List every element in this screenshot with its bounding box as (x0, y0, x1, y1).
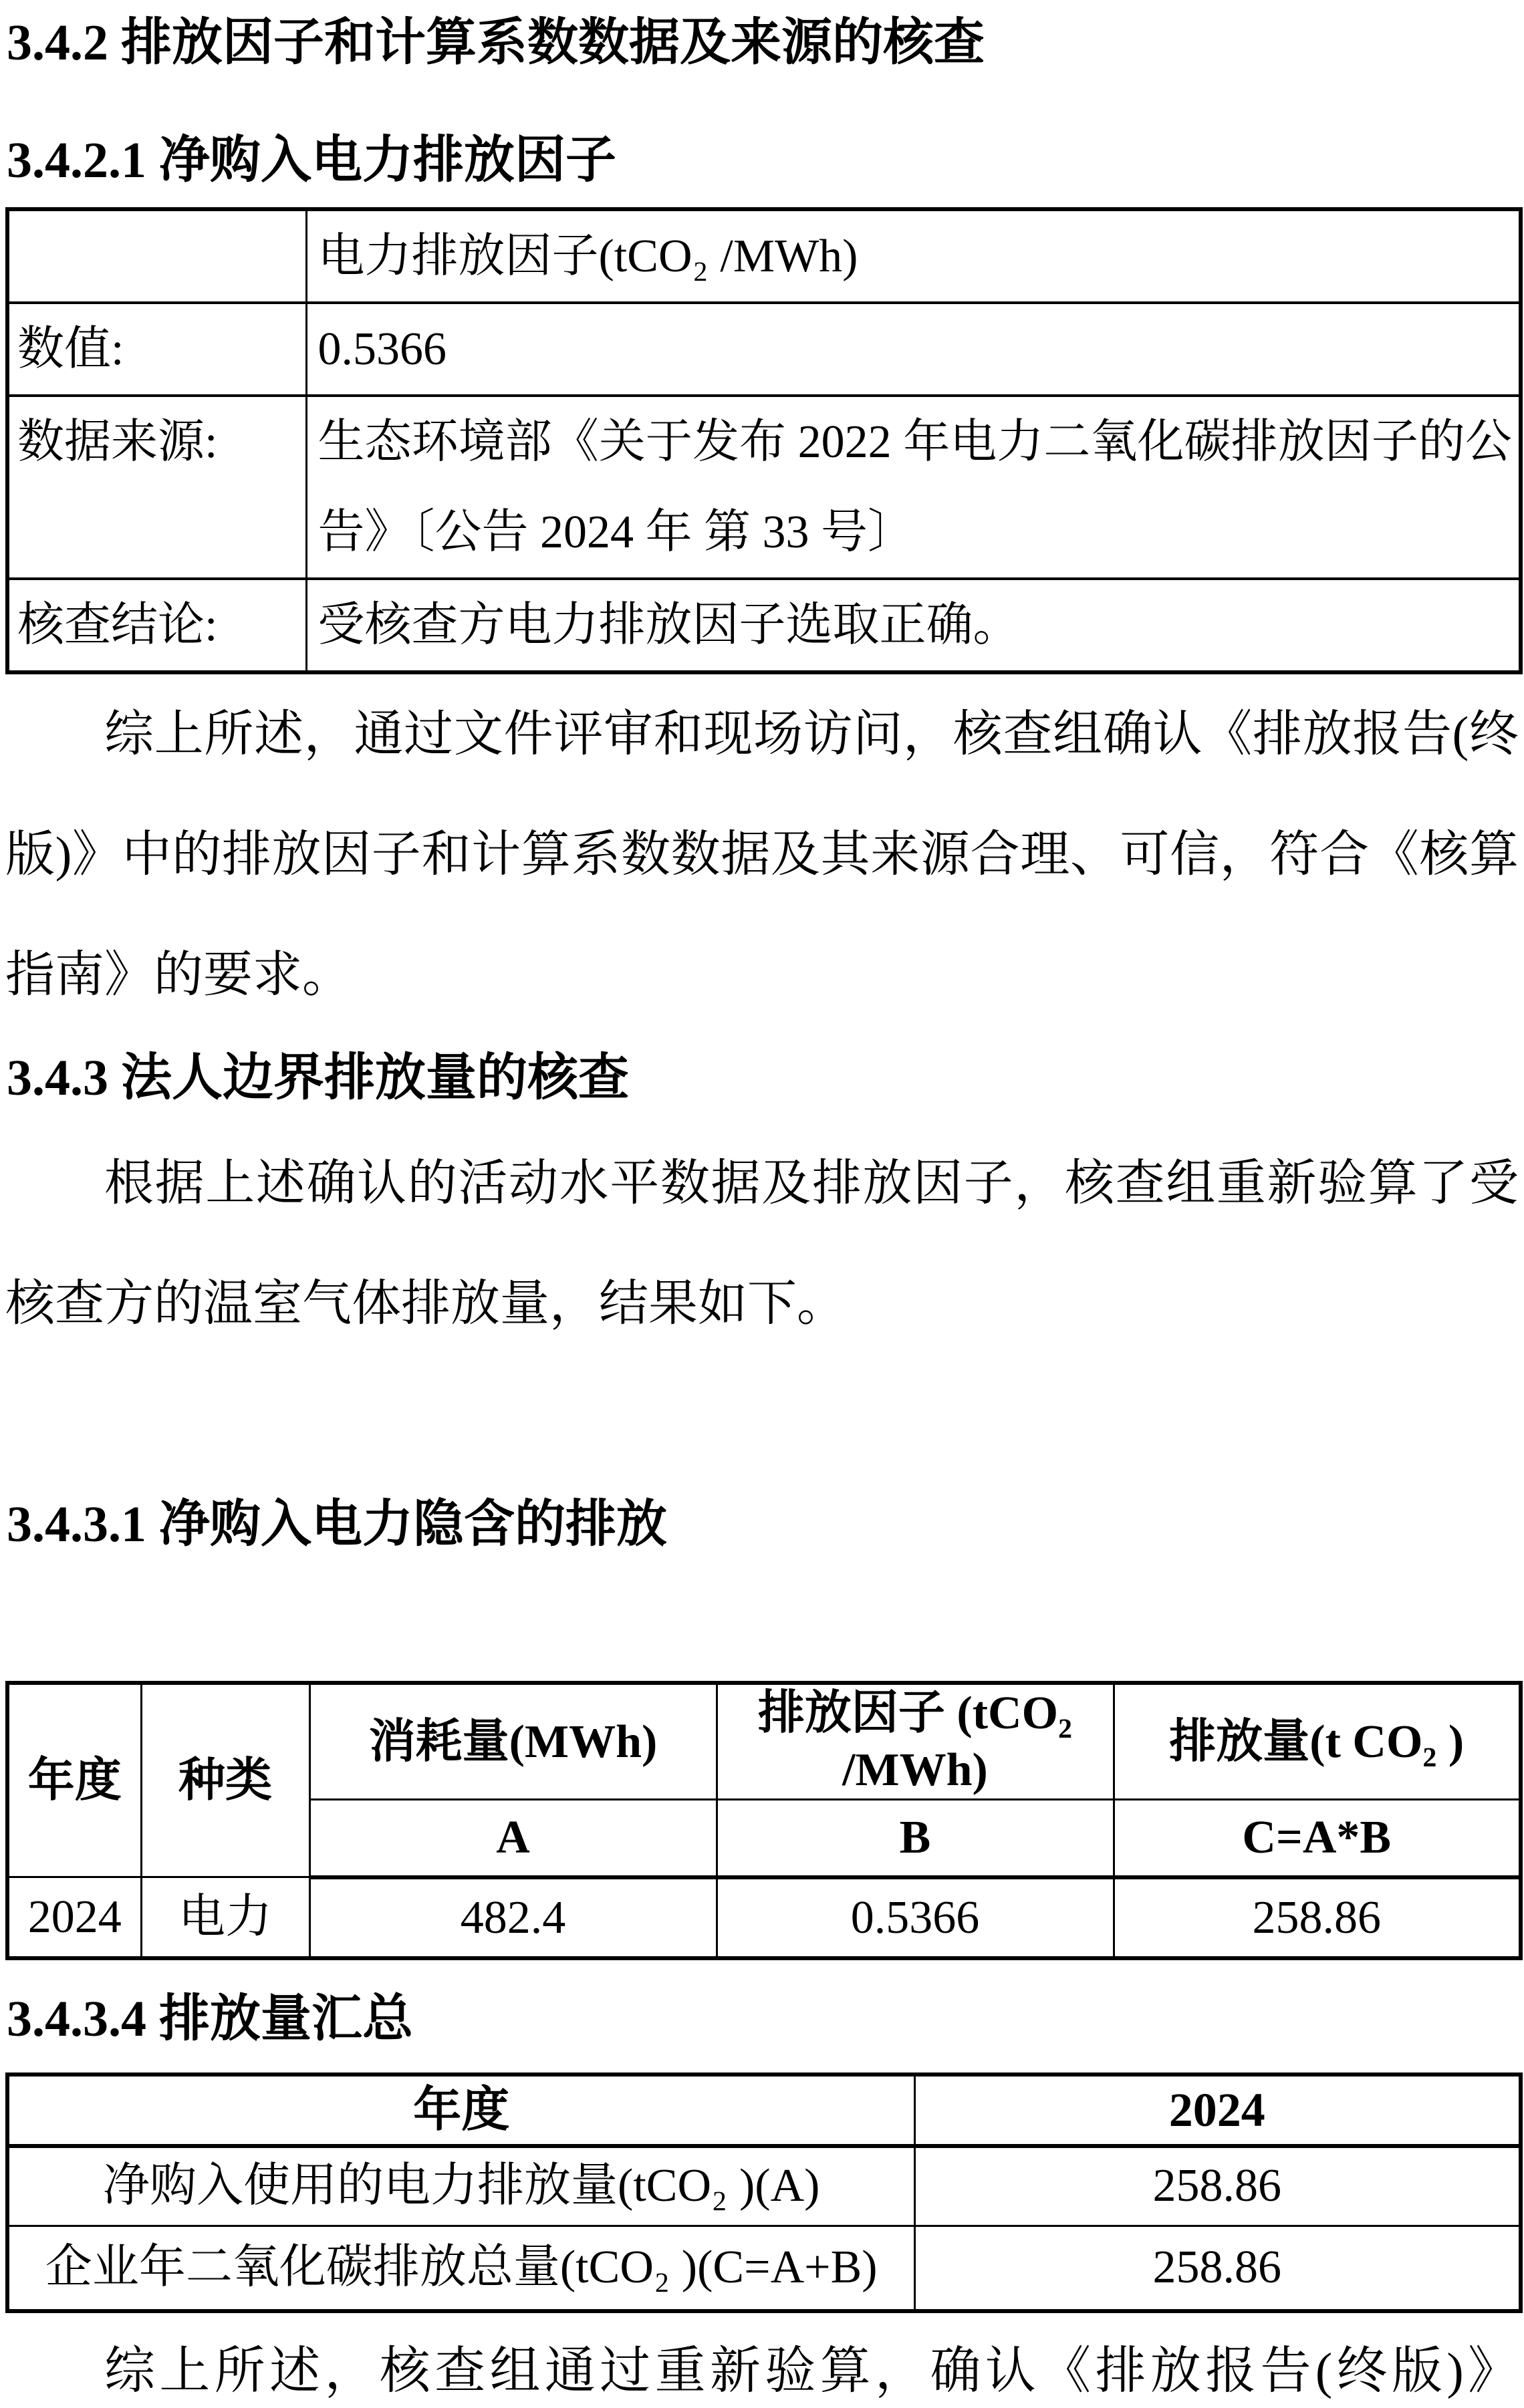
cell-type: 电力 (141, 1877, 309, 1958)
heading-3-4-3: 3.4.3 法人边界排放量的核查 (7, 1050, 629, 1106)
subheader-b: B (717, 1800, 1114, 1877)
factor-value: 0.5366 (306, 303, 1521, 396)
heading-3-4-3-4: 3.4.3.4 排放量汇总 (7, 1990, 413, 2047)
factor-value-label: 数值: (7, 303, 306, 396)
table-header-row (7, 1683, 1521, 1800)
heading-3-4-2-1: 3.4.2.1 净购入电力排放因子 (7, 132, 616, 188)
factor-table-unit-header: 电力排放因子(tCO₂ /MWh) (306, 209, 1521, 303)
cell-factor: 0.5366 (717, 1877, 1114, 1958)
col-emission-header: 排放量(t CO₂ ) (1114, 1683, 1521, 1800)
cell-consumption: 482.4 (309, 1877, 717, 1958)
cell-emission: 258.86 (1114, 1877, 1521, 1958)
table-row (7, 396, 1521, 579)
factor-conclusion-label: 核查结论: (7, 579, 306, 672)
paragraph-conclusion-factors: 综上所述，通过文件评审和现场访问，核查组确认《排放报告(终版)》中的排放因子和计算系数数据及其来源合理、可信，符合《核算指南》的要求。 (5, 707, 1519, 1002)
heading-3-4-3-1: 3.4.3.1 净购入电力隐含的排放 (7, 1496, 667, 1553)
electricity-factor-table (5, 207, 1523, 674)
summary-electricity-label: 净购入使用的电力排放量(tCO₂ )(A) (7, 2146, 914, 2226)
table-row (7, 2075, 1521, 2146)
col-factor-header: 排放因子 (tCO₂ /MWh) (717, 1683, 1114, 1800)
col-year-header: 年度 (7, 1683, 141, 1877)
table-data-row (7, 1877, 1521, 1958)
summary-year-value: 2024 (914, 2075, 1521, 2146)
subheader-a: A (309, 1800, 717, 1877)
table-row (7, 209, 1521, 303)
factor-source-label: 数据来源: (7, 396, 306, 579)
col-type-header: 种类 (141, 1683, 309, 1877)
emission-summary-table (5, 2072, 1523, 2313)
paragraph-recalculation-intro: 根据上述确认的活动水平数据及排放因子，核查组重新验算了受核查方的温室气体排放量，结果如下。 (5, 1156, 1519, 1331)
col-consumption-header: 消耗量(MWh) (309, 1683, 717, 1800)
heading-3-4-2: 3.4.2 排放因子和计算系数数据及来源的核查 (7, 15, 985, 71)
document-page (0, 15, 1524, 2399)
table-row (7, 2226, 1521, 2311)
factor-conclusion: 受核查方电力排放因子选取正确。 (306, 579, 1521, 672)
paragraph-final-conclusion: 综上所述，核查组通过重新验算，确认《排放报告(终版)》 (104, 2343, 1519, 2399)
summary-year-label: 年度 (7, 2075, 914, 2146)
factor-table-corner-cell (7, 209, 306, 303)
summary-total-value: 258.86 (914, 2226, 1521, 2311)
summary-total-label: 企业年二氧化碳排放总量(tCO₂ )(C=A+B) (7, 2226, 914, 2311)
cell-year: 2024 (7, 1877, 141, 1958)
summary-electricity-value: 258.86 (914, 2146, 1521, 2226)
table-row (7, 579, 1521, 672)
electricity-emission-calc-table (5, 1681, 1523, 1960)
table-row (7, 303, 1521, 396)
table-row (7, 2146, 1521, 2226)
factor-source: 生态环境部《关于发布 2022 年电力二氧化碳排放因子的公告》〔公告 2024 年 第 33 号〕 (306, 396, 1521, 579)
subheader-c: C=A*B (1114, 1800, 1521, 1877)
